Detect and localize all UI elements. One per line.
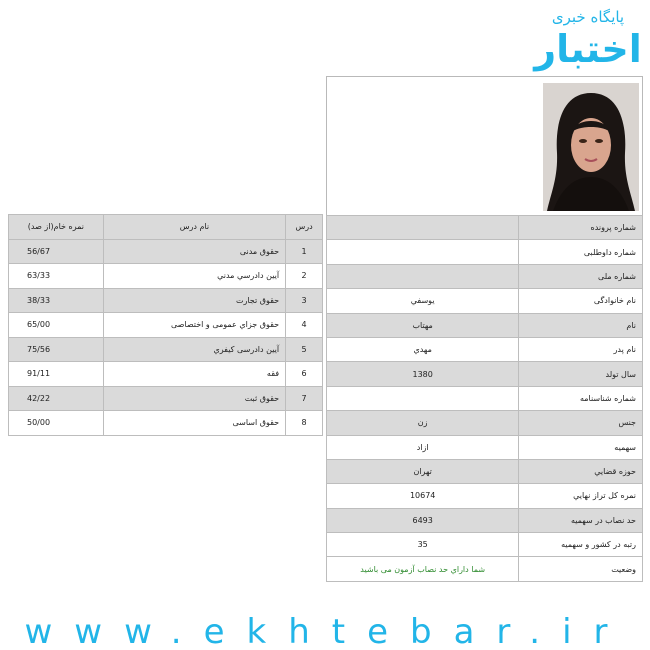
course-name: حقوق اساسی [103,411,285,436]
info-row [327,411,643,435]
info-value: تهران [327,459,519,483]
table-row [9,264,323,289]
info-row [327,240,643,264]
info-value: مهدي [327,337,519,361]
info-value: مهتاب [327,313,519,337]
info-value: يوسفي [327,289,519,313]
course-score: 75/56 [9,337,104,362]
table-row [9,362,323,387]
info-row [327,459,643,483]
table-row [9,411,323,436]
course-num: 2 [286,264,323,289]
course-score: 56/67 [9,239,104,264]
candidate-card [326,76,643,575]
course-name: حقوق تجارت [103,288,285,313]
info-row [327,533,643,557]
header-score: نمره خام(از صد) [9,215,104,240]
info-label: نمره كل تراز نهايي [519,484,643,508]
course-num: 3 [286,288,323,313]
info-row [327,362,643,386]
course-num: 1 [286,239,323,264]
course-num: 5 [286,337,323,362]
info-label: شماره ملی [519,264,643,288]
info-row [327,337,643,361]
candidate-photo [543,83,639,211]
logo-subtitle: پایگاه خبری [551,8,625,26]
info-label: وضعيت [519,557,643,581]
info-label: حد نصاب در سهميه [519,508,643,532]
info-label: حوزه قضايي [519,459,643,483]
course-num: 8 [286,411,323,436]
course-name: حقوق ثبت [103,386,285,411]
table-row [9,288,323,313]
course-num: 7 [286,386,323,411]
course-score: 91/11 [9,362,104,387]
info-label: شماره داوطلبی [519,240,643,264]
grades-table [8,214,323,436]
info-value: 6493 [327,508,519,532]
info-row [327,484,643,508]
table-row [9,337,323,362]
info-row [327,264,643,288]
info-value [327,264,519,288]
info-row [327,435,643,459]
info-label: رتبه در کشور و سهمیه [519,533,643,557]
header-course-name: نام درس [103,215,285,240]
table-row [9,386,323,411]
site-logo [532,8,644,80]
status-message: شما داراي حد نصاب آزمون مى باشيد [327,557,519,581]
course-name: حقوق مدنی [103,239,285,264]
logo-title: اختبار [534,27,642,71]
course-name: آيين دادرسي مدني [103,264,285,289]
info-label: شماره پرونده [519,216,643,240]
info-label: نام خانوادگی [519,289,643,313]
candidate-info-table [326,215,643,582]
info-label: سهميه [519,435,643,459]
site-url: www.ekhtebar.ir [24,612,630,650]
info-value: 1380 [327,362,519,386]
info-label: شماره شناسنامه [519,386,643,410]
course-name: فقه [103,362,285,387]
info-label: جنس [519,411,643,435]
info-label: سال تولد [519,362,643,386]
info-row [327,508,643,532]
info-row [327,386,643,410]
course-num: 6 [286,362,323,387]
table-row [9,239,323,264]
course-score: 50/00 [9,411,104,436]
grades-header-row [9,215,323,240]
course-score: 65/00 [9,313,104,338]
info-label: نام پدر [519,337,643,361]
info-value: 35 [327,533,519,557]
info-value: 10674 [327,484,519,508]
table-row [9,313,323,338]
info-value [327,240,519,264]
course-name: آيين دادرسی كيفري [103,337,285,362]
info-label: نام [519,313,643,337]
info-row-status [327,557,643,581]
info-value: زن [327,411,519,435]
course-score: 63/33 [9,264,104,289]
info-value [327,216,519,240]
course-score: 38/33 [9,288,104,313]
course-num: 4 [286,313,323,338]
info-row [327,216,643,240]
info-value: ازاد [327,435,519,459]
course-name: حقوق جزاي عمومی و اختصاصی [103,313,285,338]
course-score: 42/22 [9,386,104,411]
info-value [327,386,519,410]
header-course-num: درس [286,215,323,240]
info-row [327,313,643,337]
info-row [327,289,643,313]
photo-area [327,77,642,215]
